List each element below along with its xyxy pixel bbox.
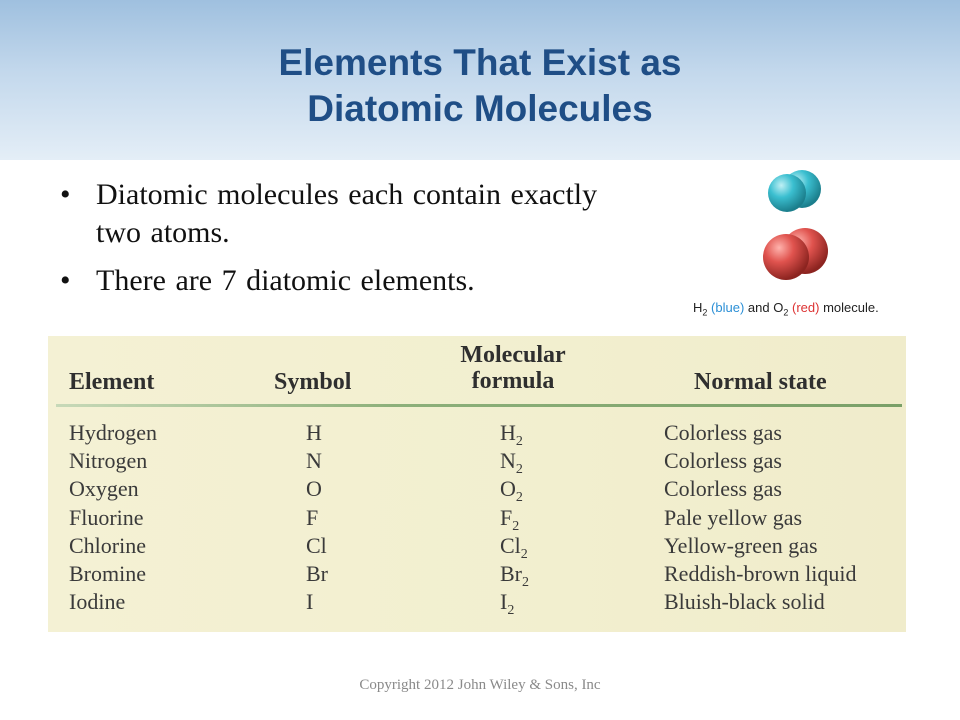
formula-subscript: 2 [515, 462, 523, 478]
bullet-text: There are 7 diatomic elements. [96, 264, 475, 297]
cell-symbol: I [306, 589, 314, 615]
cell-state: Colorless gas [664, 420, 782, 445]
caption-h-subscript: 2 [702, 307, 708, 318]
caption-and: and [747, 300, 770, 315]
caption-h-symbol: H [693, 300, 703, 315]
title-line-1: Elements That Exist as [278, 42, 682, 83]
header-symbol: Symbol [274, 369, 352, 395]
table-row [48, 533, 906, 561]
cell-state: Bluish-black solid [664, 589, 825, 615]
bullet-text: Diatomic molecules each contain exactly two atoms. [96, 178, 598, 249]
bullet-dot-icon: • [60, 178, 71, 211]
caption-blue-label: (blue) [711, 300, 745, 315]
table-row [48, 561, 906, 589]
header-molecular-formula [453, 342, 573, 394]
copyright-footer: Copyright 2012 John Wiley & Sons, Inc [359, 677, 601, 693]
bullet-item [60, 176, 620, 252]
caption-red-label: (red) [792, 300, 820, 315]
slide-title [0, 40, 960, 132]
formula-symbol: Cl [500, 532, 521, 558]
cell-state: Colorless gas [664, 448, 782, 474]
formula-symbol: I [500, 589, 508, 615]
formula-symbol: N [500, 448, 516, 474]
molecule-models-icon [690, 160, 920, 300]
cell-state: Pale yellow gas [664, 504, 803, 530]
formula-subscript: 2 [520, 546, 528, 562]
formula-symbol: F [500, 504, 513, 530]
cell-symbol: N [306, 448, 322, 474]
image-caption [693, 300, 879, 318]
hydrogen-molecule-icon [768, 170, 821, 212]
table-row [48, 476, 906, 504]
cell-element: Oxygen [69, 476, 139, 502]
header-element: Element [69, 369, 155, 395]
formula-subscript: 2 [522, 574, 529, 590]
cell-symbol: Cl [306, 532, 327, 558]
cell-symbol: O [306, 476, 322, 502]
formula-symbol: O [500, 476, 516, 502]
caption-molecule: molecule. [823, 300, 879, 315]
formula-symbol: Br [500, 560, 522, 586]
table-row [48, 589, 906, 617]
cell-symbol: H [306, 420, 322, 445]
title-banner [0, 0, 960, 160]
formula-subscript: 2 [512, 518, 520, 534]
cell-state: Colorless gas [664, 476, 782, 502]
cell-formula [500, 589, 514, 624]
cell-element: Nitrogen [69, 448, 148, 474]
caption-o-subscript: 2 [783, 307, 789, 318]
header-molecular-line-2: formula [471, 368, 555, 394]
cell-symbol: F [306, 504, 319, 530]
table-row [48, 448, 906, 476]
cell-element: Chlorine [69, 532, 146, 558]
table-row [48, 505, 906, 533]
cell-element: Fluorine [69, 504, 144, 530]
header-molecular-line-1: Molecular [460, 342, 566, 368]
table-body [48, 420, 906, 617]
bullet-list [60, 176, 620, 310]
title-line-2: Diatomic Molecules [307, 88, 653, 129]
header-normal-state: Normal state [694, 369, 827, 395]
formula-symbol: H [500, 420, 516, 445]
formula-subscript: 2 [515, 490, 523, 506]
formula-subscript: 2 [515, 434, 523, 449]
cell-state: Yellow-green gas [664, 532, 818, 558]
header-divider [56, 404, 902, 407]
diatomic-elements-table [48, 336, 906, 632]
table-row [48, 420, 906, 448]
caption-o-symbol: O [773, 300, 784, 315]
formula-subscript: 2 [507, 603, 515, 619]
oxygen-molecule-icon [763, 228, 828, 280]
cell-element: Hydrogen [69, 420, 157, 445]
cell-element: Bromine [69, 560, 146, 586]
cell-element: Iodine [69, 589, 126, 615]
bullet-dot-icon: • [60, 264, 71, 297]
cell-state: Reddish-brown liquid [664, 560, 857, 586]
cell-symbol: Br [306, 560, 328, 586]
bullet-item [60, 262, 620, 300]
